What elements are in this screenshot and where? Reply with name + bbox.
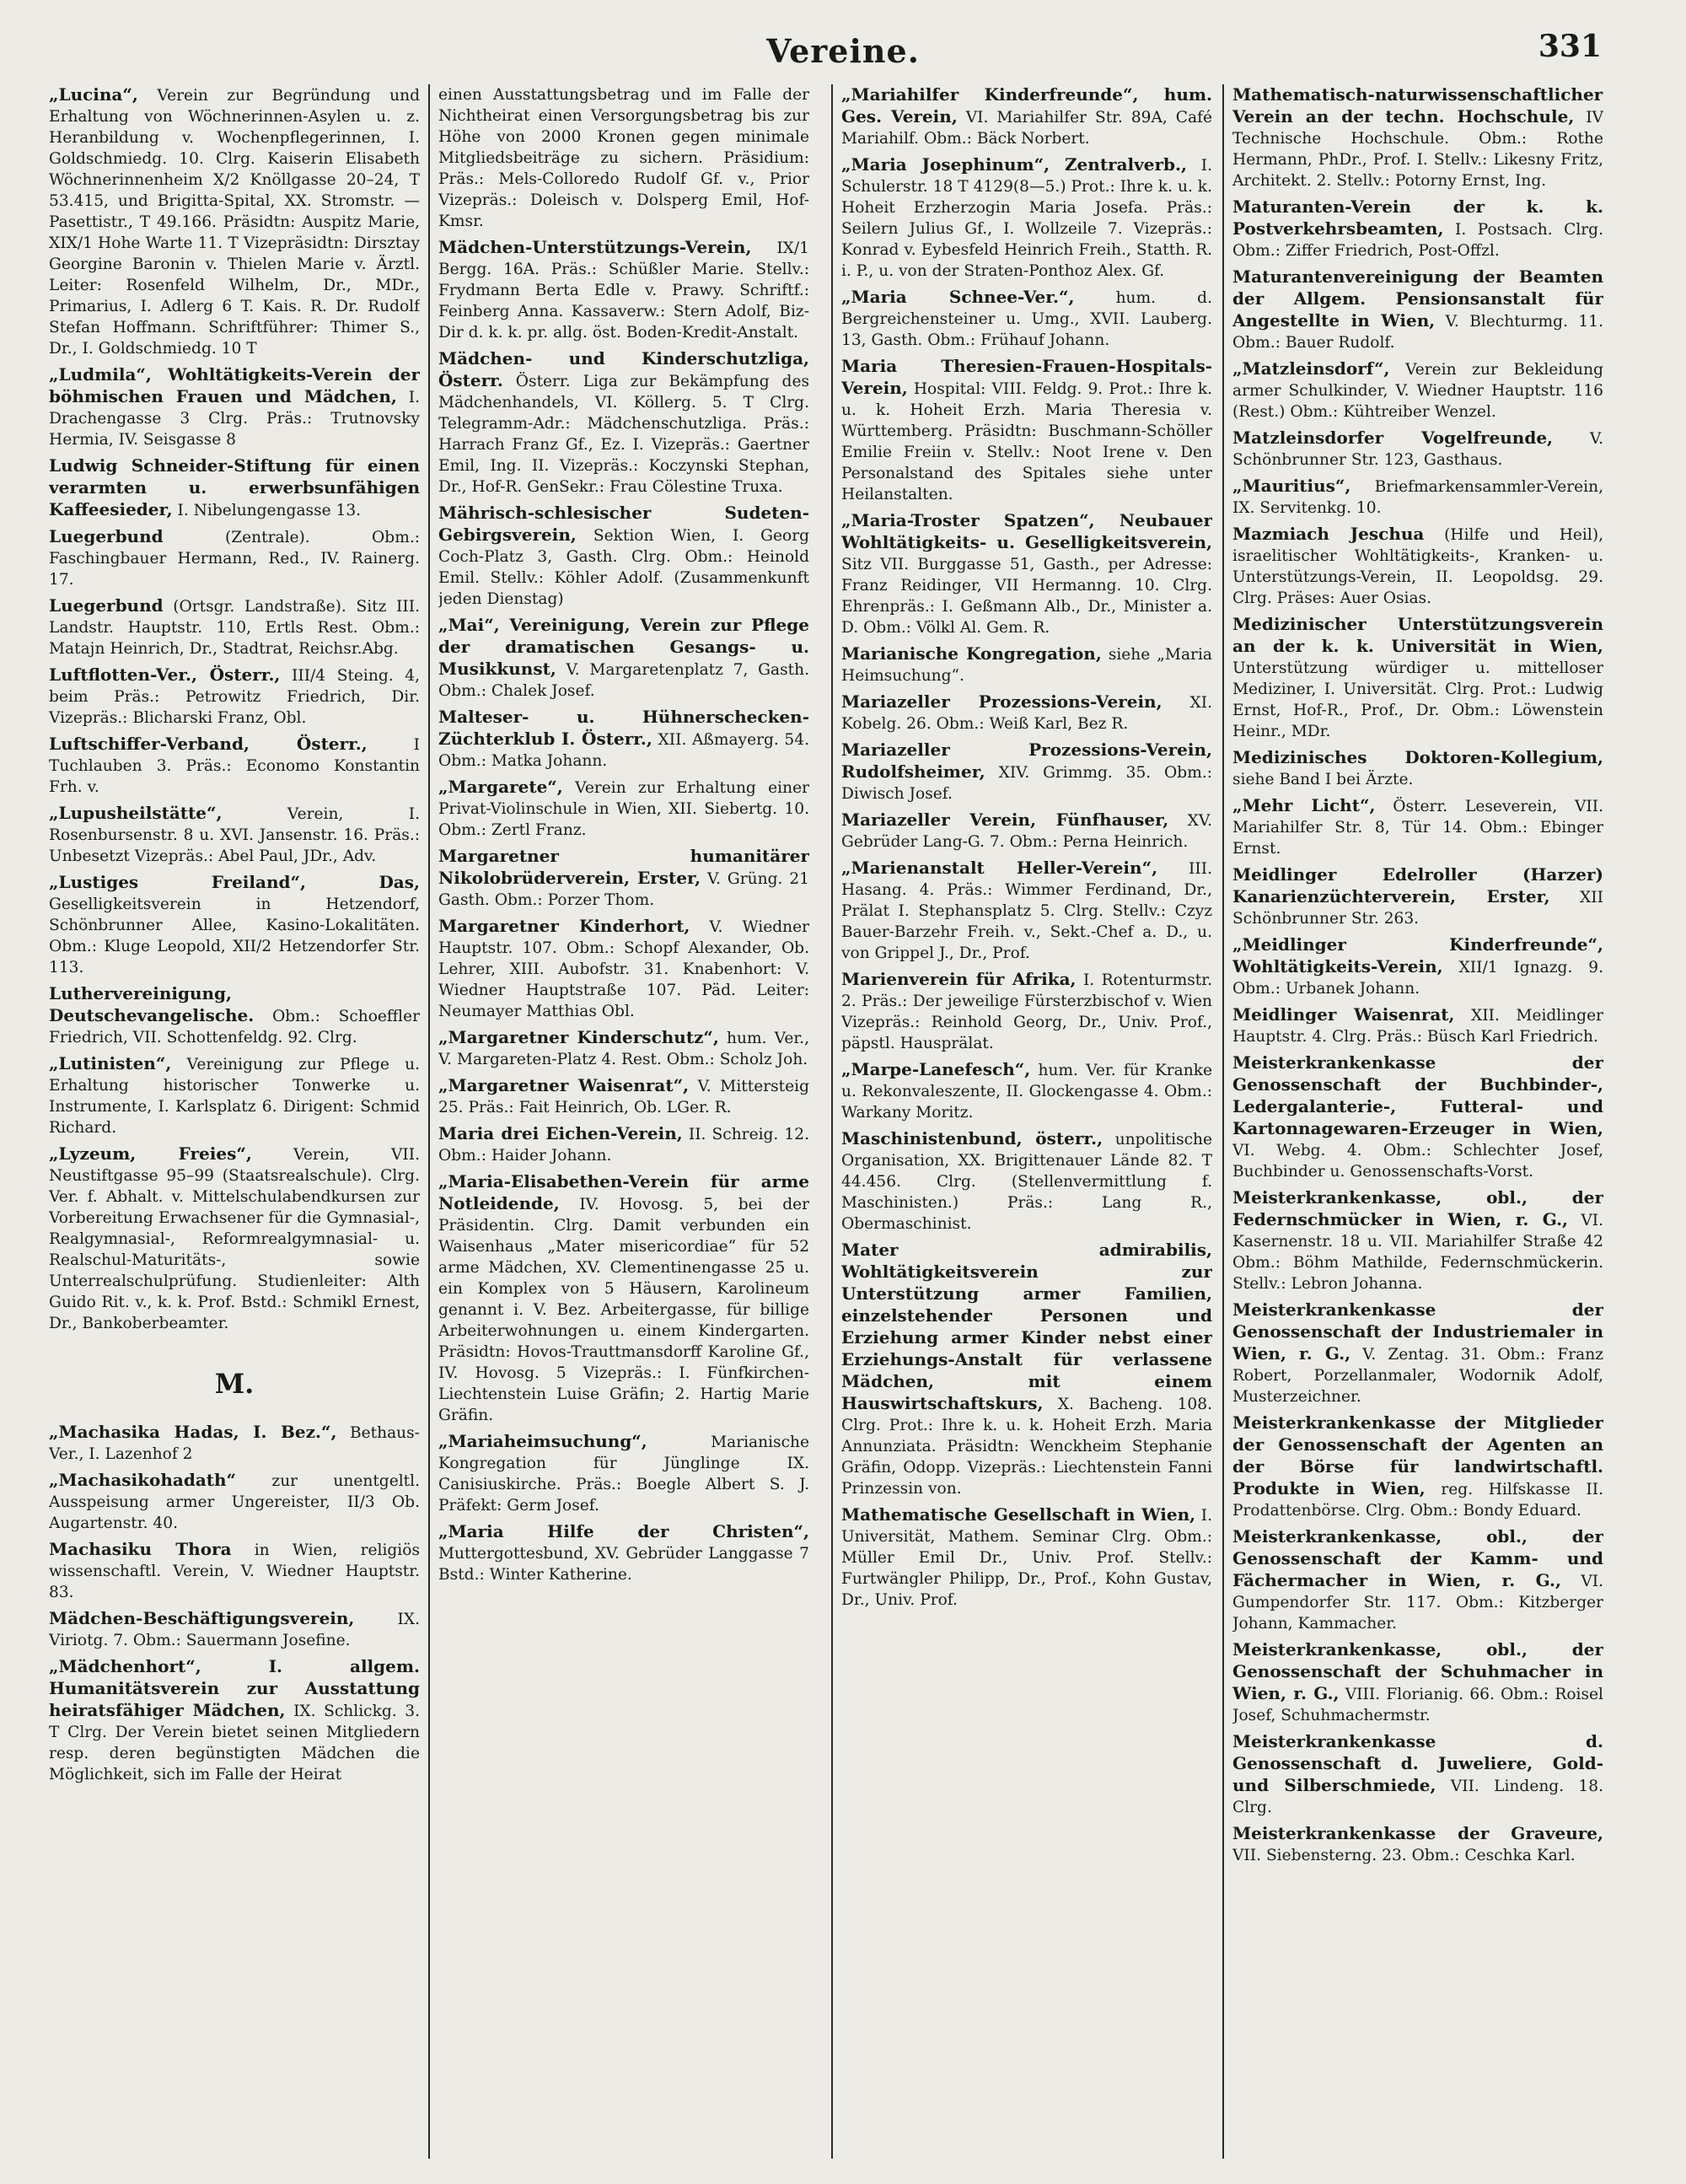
directory-entry — [1232, 934, 1603, 999]
entry-name: Luegerbund — [49, 595, 164, 616]
entry-name: Luegerbund — [49, 526, 164, 546]
entry-name: Mathematisch-naturwissenschaftlicher Verein an der techn. Hochschule, — [1232, 84, 1603, 126]
directory-entry — [1232, 747, 1603, 790]
entry-name: Meidlinger Waisenrat, — [1232, 1004, 1455, 1025]
directory-entry — [1232, 196, 1603, 261]
directory-entry — [49, 455, 420, 521]
entry-name: Meisterkrankenkasse, obl., der Federnschmücker in Wien, r. G., — [1232, 1187, 1603, 1229]
entry-details: VI. Gumpendorfer Str. 117. Obm.: Kitzberger Johann, Kammacher. — [1232, 1573, 1603, 1633]
directory-entry — [841, 858, 1212, 964]
directory-entry — [438, 503, 809, 610]
directory-entry — [438, 1027, 809, 1070]
entry-name: Meisterkrankenkasse d. Genossenschaft d. Juweliere, Gold- und Silberschmiede, — [1232, 1731, 1603, 1795]
entry-details: Verein zur Begründung und Erhaltung von Wöchnerinnen-Asylen u. z. Heranbildung v. Wochenpflegerinnen, I. Goldschmiedg. 10. Clrg. Kaiserin Elisabeth Wöchnerinnenheim X/2 Knöllgasse 20–24, T 53.415, und Brigitta-Spital, XX. Stromstr. — Pasettistr., T 49.166. Präsidtn: Auspitz Marie, XIX/1 Hohe Warte 11. T Vizepräsidtn: Dirsztay Georgine Baronin v. Thielen Marie v. Ärztl. Leiter: Rosenfeld Wilhelm, Dr., MDr., Primarius, I. Adlerg 6 T. Kais. R. Dr. Rudolf Stefan Hoffmann. Schriftführer: Thimer S., Dr., I. Goldschmiedg. 10 T — [49, 87, 420, 358]
entry-details: I. Universität, Mathem. Seminar Clrg. Obm.: Müller Emil Dr., Univ. Prof. Stellv.: Furtwängler Philipp, Dr., Prof., Kohn Gustav, Dr., Univ. Prof. — [841, 1507, 1212, 1609]
entry-details: V. Grüng. 21 Gasth. Obm.: Porzer Thom. — [438, 870, 809, 909]
directory-entry — [49, 734, 420, 798]
entry-details: IX/1 Bergg. 16A. Präs.: Schüßler Marie. Stellv.: Frydmann Berta Edle v. Prawy. Schriftf.: Feinberg Anna. Kassaverw.: Stern Adolf, Biz-Dir d. k. k. pr. allg. öst. Boden-Kredit-Anstalt. — [438, 239, 809, 342]
entry-name: Malteser- u. Hühnerschecken-Züchterklub I. Österr., — [438, 707, 809, 749]
directory-entry — [841, 1059, 1212, 1123]
entry-details: XIV. Grimmg. 35. Obm.: Diwisch Josef. — [841, 764, 1212, 803]
entry-name: Medizinisches Doktoren-Kollegium, — [1232, 747, 1603, 767]
entry-name: Meisterkrankenkasse der Genossenschaft der Industriemaler in Wien, r. G., — [1232, 1299, 1603, 1364]
entry-details: unpolitische Organisation, XX. Brigittenauer Lände 82. T 44.456. Clrg. (Stellenvermittlung f. Maschinisten.) Präs.: Lang R., Obermaschinist. — [841, 1131, 1212, 1233]
directory-entry — [438, 237, 809, 343]
entry-details: VIII. Florianig. 66. Obm.: Roisel Josef, Schuhmachermstr. — [1232, 1686, 1603, 1724]
entry-details: Bethaus-Ver., I. Lazenhof 2 — [49, 1424, 420, 1463]
directory-entry — [49, 526, 420, 590]
entry-details: V. Schönbrunner Str. 123, Gasthaus. — [1232, 430, 1603, 469]
directory-entry — [49, 84, 420, 359]
entry-details: hum. Ver., V. Margareten-Platz 4. Rest. Obm.: Scholz Joh. — [438, 1030, 809, 1068]
directory-entry — [438, 916, 809, 1022]
entry-details: Verein, I. Rosenbursenstr. 8 u. XVI. Jansenstr. 16. Präs.: Unbesetzt Vizepräs.: Abel Paul, JDr., Adv. — [49, 805, 420, 865]
entry-name: „Maria-Troster Spatzen“, Neubauer Wohltätigkeits- u. Geselligkeitsverein, — [841, 510, 1212, 552]
directory-entry — [49, 364, 420, 450]
column-divider — [831, 84, 833, 2159]
entry-name: „Maria Josephinum“, Zentralverb., — [841, 154, 1187, 175]
entry-name: Maria Theresien-Frauen-Hospitals-Verein, — [841, 356, 1212, 398]
directory-entry — [438, 707, 809, 772]
entry-details: V. Wiedner Hauptstr. 107. Obm.: Schopf Alexander, Ob. Lehrer, XIII. Aubofstr. 31. Knabenhort: V. Wiedner Hauptstraße 107. Päd. Leiter: Neumayer Matthias Obl. — [438, 918, 809, 1020]
entry-name: Meisterkrankenkasse der Genossenschaft der Buchbinder-, Ledergalanterie-, Futteral- und Kartonnagewaren-Erzeuger in Wien, — [1232, 1052, 1603, 1138]
entry-details: I Tuchlauben 3. Präs.: Economo Konstantin Frh. v. — [49, 736, 420, 796]
entry-details: siehe „Maria Heimsuchung“. — [841, 646, 1212, 685]
directory-entry — [438, 84, 809, 232]
entry-name: „Mädchenhort“, I. allgem. Humanitätsverein zur Ausstattung heiratsfähiger Mädchen, — [49, 1656, 420, 1720]
entry-details: Verein, VII. Neustiftgasse 95–99 (Staatsrealschule). Clrg. Ver. f. Abhalt. v. Mittelschulabendkursen zur Vorbereitung Erwachsener für die Gymnasial-, Realgymnasial-, Reformrealgymnasial- u. Realschul-Maturitäts-, sowie Unterrealschulprüfung. Studienleiter: Alth Guido Rit. v., k. k. Prof. Bstd.: Schmikl Ernest, Dr., Bankoberbeamter. — [49, 1146, 420, 1332]
directory-entry — [438, 777, 809, 841]
column-4 — [1232, 84, 1603, 2159]
directory-entry — [1232, 1823, 1603, 1866]
directory-entry — [49, 1053, 420, 1138]
entry-details: X. Bacheng. 108. Clrg. Prot.: Ihre k. u. k. Hoheit Erzh. Maria Annunziata. Präsidtn: Wenckheim Stephanie Gräfin, Odopp. Vizepräs.: Liechtenstein Fanni Prinzessin von. — [841, 1396, 1212, 1498]
directory-entry — [438, 615, 809, 702]
entry-name: „Machasikohadath“ — [49, 1470, 237, 1490]
directory-entry — [49, 1539, 420, 1603]
entry-details: III/4 Steing. 4, beim Präs.: Petrowitz Friedrich, Dir. Vizepräs.: Blicharski Franz, Obl. — [49, 667, 420, 727]
entry-details: IX. Schlickg. 3. T Clrg. Der Verein bietet seinen Mitgliedern resp. deren begünstigten Mädchen die Möglichkeit, sich im Falle der Heirat — [49, 1703, 420, 1783]
entry-details: XII Schönbrunner Str. 263. — [1232, 889, 1603, 928]
entry-details: Briefmarkensammler-Verein, IX. Servitenkg. 10. — [1232, 478, 1603, 517]
directory-entry — [841, 356, 1212, 505]
entry-name: Mariazeller Prozessions-Verein, — [841, 691, 1162, 712]
directory-entry — [1232, 266, 1603, 353]
entry-name: Margaretner Kinderhort, — [438, 916, 690, 936]
entry-name: „Maria-Elisabethen-Verein für arme Notleidende, — [438, 1171, 809, 1213]
entry-name: „Ludmila“, Wohltätigkeits-Verein der böhmischen Frauen und Mädchen, — [49, 364, 420, 406]
directory-entry — [49, 1422, 420, 1465]
entry-details: VI. Mariahilfer Str. 89A, Café Mariahilf. Obm.: Bäck Norbert. — [841, 109, 1212, 148]
entry-name: „Margaretner Kinderschutz“, — [438, 1027, 719, 1047]
entry-name: „Maria Hilfe der Christen“, — [438, 1521, 809, 1541]
entry-details: XV. Gebrüder Lang-G. 7. Obm.: Perna Heinrich. — [841, 812, 1212, 851]
entry-details: XII. Meidlinger Hauptstr. 4. Clrg. Präs.: Büsch Karl Friedrich. — [1232, 1007, 1603, 1046]
entry-details: Vereinigung zur Pflege u. Erhaltung historischer Tonwerke u. Instrumente, I. Karlsplatz 6. Dirigent: Schmid Richard. — [49, 1056, 420, 1137]
directory-entry — [438, 1171, 809, 1426]
directory-entry — [438, 348, 809, 498]
directory-entry — [1232, 1052, 1603, 1182]
directory-entry — [1232, 358, 1603, 422]
entry-name: Mathematische Gesellschaft in Wien, — [841, 1504, 1196, 1525]
directory-entry — [841, 740, 1212, 804]
directory-entry — [1232, 795, 1603, 859]
entry-name: Machasiku Thora — [49, 1539, 232, 1559]
entry-name: Mariazeller Verein, Fünfhauser, — [841, 810, 1169, 830]
entry-name: Mährisch-schlesischer Sudeten-Gebirgsverein, — [438, 503, 809, 545]
entry-name: Ludwig Schneider-Stiftung für einen verarmten u. erwerbsunfähigen Kaffeesieder, — [49, 455, 420, 519]
entry-name: „Matzleinsdorf“, — [1232, 358, 1390, 379]
directory-entry — [841, 287, 1212, 351]
entry-details: XI. Kobelg. 26. Obm.: Weiß Karl, Bez R. — [841, 694, 1212, 733]
entry-details: siehe Band I bei Ärzte. — [1232, 771, 1414, 788]
entry-name: „Lyzeum, Freies“, — [49, 1143, 252, 1164]
directory-entry — [49, 595, 420, 659]
directory-entry — [49, 1143, 420, 1334]
entry-details: Österr. Liga zur Bekämpfung des Mädchenhandels, VI. Köllerg. 5. T Clrg. Telegramm-Adr.: Mädchenschutzliga. Präs.: Harrach Franz Gf., Ez. I. Vizepräs.: Gaertner Emil, Ing. II. Vizepräs.: Koczynski Stephan, Dr., Hof-R. GenSekr.: Frau Cölestine Truxa. — [438, 373, 809, 496]
entry-details: V. Blechturmg. 11. Obm.: Bauer Rudolf. — [1232, 313, 1603, 352]
entry-details: Verein zur Bekleidung armer Schulkinder, V. Wiedner Hauptstr. 116 (Rest.) Obm.: Kühtreiber Wenzel. — [1232, 361, 1603, 421]
directory-entry — [1232, 1187, 1603, 1294]
directory-entry — [438, 1431, 809, 1516]
directory-entry — [1232, 1639, 1603, 1726]
directory-entry — [49, 1608, 420, 1651]
entry-details: einen Ausstattungsbetrag und im Falle der Nichtheirat einen Versorgungsbetrag bis zur Höhe von 2000 Kronen gegen minimale Mitgliedsbeiträge zu sichern. Präsidium: Präs.: Mels-Colloredo Rudolf Gf. v., Prior Vizepräs.: Doleisch v. Dolsperg Emil, Hof-Kmsr. — [438, 86, 809, 230]
entry-name: Maturantenvereinigung der Beamten der Allgem. Pensionsanstalt für Angestellte in Wien, — [1232, 266, 1603, 331]
entry-name: „Mehr Licht“, — [1232, 795, 1376, 815]
entry-details: V. Mittersteig 25. Präs.: Fait Heinrich, Ob. LGer. R. — [438, 1078, 809, 1116]
entry-name: „Lutinisten“, — [49, 1053, 172, 1073]
entry-name: Meisterkrankenkasse der Mitglieder der Genossenschaft der Agenten an der Börse für landwirtschaftl. Produkte in Wien, — [1232, 1412, 1603, 1498]
column-divider — [1222, 84, 1224, 2159]
entry-name: Luftschiffer-Verband, Österr., — [49, 734, 368, 754]
entry-details: Sitz VII. Burggasse 51, Gasth., per Adresse: Franz Reidinger, VII Hermanng. 10. Clrg. Ehrenpräs.: I. Geßmann Alb., Dr., Minister a. D. Obm.: Völkl Al. Gem. R. — [841, 556, 1212, 637]
entry-name: „Mauritius“, — [1232, 476, 1351, 496]
entry-details: (Hilfe und Heil), israelitischer Wohltätigkeits-, Kranken- u. Unterstützungs-Verein, II. Leopoldsg. 29. Clrg. Präses: Auer Osias. — [1232, 526, 1603, 607]
entry-details: VII. Lindeng. 18. Clrg. — [1232, 1778, 1603, 1816]
entry-name: „Lustiges Freiland“, Das, — [49, 872, 420, 892]
entry-details: Hospital: VIII. Feldg. 9. Prot.: Ihre k. u. k. Hoheit Erzh. Maria Theresia v. Württemberg. Präsidtn: Buschmann-Schöller Emilie Freiin v. Stellv.: Noot Irene v. Den Personalstand des Spitales siehe unter Heilanstalten. — [841, 380, 1212, 503]
entry-name: „Lucina“, — [49, 84, 138, 105]
entry-details: V. Zentag. 31. Obm.: Franz Robert, Porzellanmaler, Wodornik Adolf, Musterzeichner. — [1232, 1346, 1603, 1406]
entry-name: Maschinistenbund, österr., — [841, 1128, 1103, 1148]
entry-details: Österr. Leseverein, VII. Mariahilfer Str. 8, Tür 14. Obm.: Ebinger Ernst. — [1232, 798, 1603, 858]
directory-entry — [841, 154, 1212, 282]
entry-details: in Wien, religiös wissenschaftl. Verein, V. Wiedner Hauptstr. 83. — [49, 1541, 420, 1601]
entry-details: I. Rotenturmstr. 2. Präs.: Der jeweilige Fürsterzbischof v. Wien Vizepräs.: Reinhold Georg, Dr., Univ. Prof., päpstl. Hausprälat. — [841, 971, 1212, 1052]
directory-entry — [1232, 864, 1603, 929]
directory-entry — [1232, 476, 1603, 519]
directory-entry — [1232, 524, 1603, 609]
entry-name: Matzleinsdorfer Vogelfreunde, — [1232, 428, 1554, 448]
entry-details: Marianische Kongregation für Jünglinge IX. Canisiuskirche. Präs.: Boegle Albert S. J. Präfekt: Germ Josef. — [438, 1434, 809, 1514]
entry-name: Meidlinger Edelroller (Harzer) Kanarienzüchterverein, Erster, — [1232, 864, 1603, 906]
entry-name: „Mariaheimsuchung“, — [438, 1431, 647, 1451]
entry-details: II. Schreig. 12. Obm.: Haider Johann. — [438, 1126, 809, 1165]
directory-entry — [1232, 1526, 1603, 1634]
directory-entry — [841, 1240, 1212, 1499]
entry-details: VI. Kasernenstr. 18 u. VII. Mariahilfer Straße 42 Obm.: Böhm Mathilde, Federnschmückerin. Stellv.: Lebron Johanna. — [1232, 1212, 1603, 1293]
directory-entry — [438, 846, 809, 911]
entry-details: XII. Aßmayerg. 54. Obm.: Matka Johann. — [438, 731, 809, 770]
directory-entry — [1232, 1299, 1603, 1407]
column-3 — [841, 84, 1212, 2159]
entry-name: Marianische Kongregation, — [841, 643, 1102, 664]
entry-details: (Ortsgr. Landstraße). Sitz III. Landstr. Hauptstr. 110, Ertls Rest. Obm.: Matajn Heinrich, Dr., Stadtrat, Reichsr.Abg. — [49, 598, 420, 658]
entry-details: zur unentgeltl. Ausspeisung armer Ungereister, II/3 Ob. Augartenstr. 40. — [49, 1472, 420, 1532]
directory-entry — [1232, 1731, 1603, 1818]
directory-entry — [438, 1123, 809, 1166]
directory-entry — [438, 1521, 809, 1585]
entry-details: (Zentrale). Obm.: Faschingbauer Hermann, Red., IV. Rainerg. 17. — [49, 529, 420, 589]
entry-name: Meisterkrankenkasse, obl., der Genossenschaft der Kamm- und Fächermacher in Wien, r. G., — [1232, 1526, 1603, 1590]
entry-name: Mädchen- und Kinderschutzliga, Österr. — [438, 348, 809, 390]
entry-details: VII. Siebensterng. 23. Obm.: Ceschka Karl. — [1232, 1847, 1576, 1864]
entry-details: Geselligkeitsverein in Hetzendorf, Schönbrunner Allee, Kasino-Lokalitäten. Obm.: Kluge Leopold, XII/2 Hetzendorfer Str. 113. — [49, 896, 420, 976]
entry-name: Margaretner humanitärer Nikolobrüderverein, Erster, — [438, 846, 809, 888]
directory-entry — [49, 983, 420, 1048]
entry-name: Meisterkrankenkasse der Graveure, — [1232, 1823, 1603, 1843]
entry-details: I. Drachengasse 3 Clrg. Präs.: Trutnovsky Hermia, IV. Seisgasse 8 — [49, 389, 420, 449]
entry-details: IV. Hovosg. 5, bei der Präsidentin. Clrg. Damit verbunden ein Waisenhaus „Mater misericordiae“ für 52 arme Mädchen, XV. Clementinengasse 25 u. ein Komplex von 5 Häusern, Karolineum genannt i. V. Bez. Arbeitergasse, für billige Arbeiterwohnungen u. einem Kindergarten. Präsidtn: Hovos-Trauttmansdorff Karoline Gf., IV. Hovosg. 5 Vizepräs.: I. Fünfkirchen-Liechtenstein Luise Gräfin; 2. Hartig Marie Gräfin. — [438, 1196, 809, 1424]
column-divider — [428, 84, 430, 2159]
column-2 — [438, 84, 809, 2159]
directory-entry — [841, 84, 1212, 149]
page-title: Vereine. — [766, 32, 920, 70]
directory-entry — [841, 969, 1212, 1054]
entry-name: Marienverein für Afrika, — [841, 969, 1077, 989]
entry-name: Mädchen-Beschäftigungsverein, — [49, 1608, 355, 1628]
entry-name: Luthervereinigung, Deutschevangelische. — [49, 983, 255, 1025]
entry-details: Verein zur Erhaltung einer Privat-Violinschule in Wien, XII. Siebertg. 10. Obm.: Zertl Franz. — [438, 779, 809, 839]
entry-name: „Marienanstalt Heller-Verein“, — [841, 858, 1158, 878]
entry-details: Unterstützung würdiger u. mittelloser Mediziner, I. Universität. Clrg. Prot.: Ludwig Ernst, Hof-R., Prof., Dr. Obm.: Löwenstein Heinr., MDr. — [1232, 659, 1603, 740]
page-number: 331 — [1538, 29, 1602, 64]
entry-details: Obm.: Schoeffler Friedrich, VII. Schottenfeldg. 92. Clrg. — [49, 1008, 420, 1046]
entry-name: Luftflotten-Ver., Österr., — [49, 664, 281, 685]
directory-entry — [1232, 1412, 1603, 1521]
directory-entry — [841, 810, 1212, 853]
entry-details: IX. Viriotg. 7. Obm.: Sauermann Josefine. — [49, 1611, 420, 1649]
entry-details: I. Schulerstr. 18 T 4129(8—5.) Prot.: Ihre k. u. k. Hoheit Erzherzogin Maria Josefa. Präs.: Seilern Julius Gf., I. Wollzeile 7. Vizepräs.: Konrad v. Eybesfeld Heinrich Freih., Statth. R. i. P., u. von der Straten-Ponthoz Alex. Gf. — [841, 157, 1212, 280]
entry-name: „Meidlinger Kinderfreunde“, Wohltätigkeits-Verein, — [1232, 934, 1603, 976]
entry-details: V. Margaretenplatz 7, Gasth. Obm.: Chalek Josef. — [438, 661, 809, 700]
entry-name: „Margaretner Waisenrat“, — [438, 1075, 690, 1095]
entry-name: „Maria Schnee-Ver.“, — [841, 287, 1075, 307]
directory-entry — [841, 1128, 1212, 1235]
entry-details: Muttergottesbund, XV. Gebrüder Langgasse 7 Bstd.: Winter Katherine. — [438, 1545, 809, 1584]
section-heading: M. — [214, 1368, 255, 1400]
directory-entry — [1232, 614, 1603, 742]
directory-entry — [1232, 428, 1603, 471]
entry-name: „Mai“, Vereinigung, Verein zur Pflege der dramatischen Gesangs- u. Musikkunst, — [438, 615, 809, 679]
directory-entry — [49, 872, 420, 978]
directory-entry — [49, 1656, 420, 1785]
directory-entry — [49, 664, 420, 729]
entry-name: Maturanten-Verein der k. k. Postverkehrsbeamten, — [1232, 196, 1603, 239]
entry-details: Sektion Wien, I. Georg Coch-Platz 3, Gasth. Clrg. Obm.: Heinold Emil. Stellv.: Köhler Adolf. (Zusammenkunft jeden Dienstag) — [438, 527, 809, 608]
entry-name: Meisterkrankenkasse, obl., der Genossenschaft der Schuhmacher in Wien, r. G., — [1232, 1639, 1603, 1703]
entry-details: III. Hasang. 4. Präs.: Wimmer Ferdinand, Dr., Prälat I. Stephansplatz 5. Clrg. Stellv.: Czyz Bauer-Barzehr Freih. v., Sekt.-Chef a. D., u. von Grippel J., Dr., Prof. — [841, 860, 1212, 962]
entry-name: „Margarete“, — [438, 777, 563, 797]
directory-entry — [841, 510, 1212, 638]
entry-details: I. Nibelungengasse 13. — [177, 502, 362, 519]
directory-entry — [841, 1504, 1212, 1611]
entry-details: reg. Hilfskasse II. Prodattenbörse. Clrg. Obm.: Bondy Eduard. — [1232, 1481, 1603, 1520]
entry-name: Medizinischer Unterstützungsverein an der k. k. Universität in Wien, — [1232, 614, 1603, 656]
entry-name: „Mariahilfer Kinderfreunde“, hum. Ges. Verein, — [841, 84, 1212, 126]
directory-entry — [49, 1470, 420, 1534]
entry-name: Mater admirabilis, Wohltätigkeitsverein zur Unterstützung armer Familien, einzelstehender Personen und Erziehung armer Kinder nebst einer Erziehungs-Anstalt für verlassene Mädchen, mit einem Hauswirtschaftskurs, — [841, 1240, 1212, 1413]
entry-name: „Machasika Hadas, I. Bez.“, — [49, 1422, 337, 1442]
entry-name: Maria drei Eichen-Verein, — [438, 1123, 683, 1143]
column-1 — [49, 84, 420, 2159]
directory-entry — [841, 691, 1212, 734]
directory-entry — [438, 1075, 809, 1118]
entry-name: „Marpe-Lanefesch“, — [841, 1059, 1031, 1079]
entry-name: „Lupusheilstätte“, — [49, 803, 223, 823]
entry-details: I. Postsach. Clrg. Obm.: Ziffer Friedrich, Post-Offzl. — [1232, 221, 1603, 260]
entry-name: Mariazeller Prozessions-Verein, Rudolfsheimer, — [841, 740, 1212, 782]
entry-details: IV Technische Hochschule. Obm.: Rothe Hermann, PhDr., Prof. I. Stellv.: Likesny Fritz, Architekt. 2. Stellv.: Potorny Ernst, Ing. — [1232, 109, 1603, 190]
directory-entry — [49, 803, 420, 867]
directory-entry — [1232, 1004, 1603, 1047]
entry-details: hum. d. Bergreichensteiner u. Umg., XVII. Lauberg. 13, Gasth. Obm.: Frühauf Johann. — [841, 289, 1212, 349]
entry-name: Mädchen-Unterstützungs-Verein, — [438, 237, 752, 257]
directory-entry — [1232, 84, 1603, 191]
entry-details: VI. Webg. 4. Obm.: Schlechter Josef, Buchbinder u. Genossenschafts-Vorst. — [1232, 1142, 1603, 1181]
directory-entry — [841, 643, 1212, 686]
entry-details: XII/1 Ignazg. 9. Obm.: Urbanek Johann. — [1232, 959, 1603, 998]
entry-name: Mazmiach Jeschua — [1232, 524, 1425, 544]
entry-details: hum. Ver. für Kranke u. Rekonvaleszente, II. Glockengasse 4. Obm.: Warkany Moritz. — [841, 1062, 1212, 1122]
